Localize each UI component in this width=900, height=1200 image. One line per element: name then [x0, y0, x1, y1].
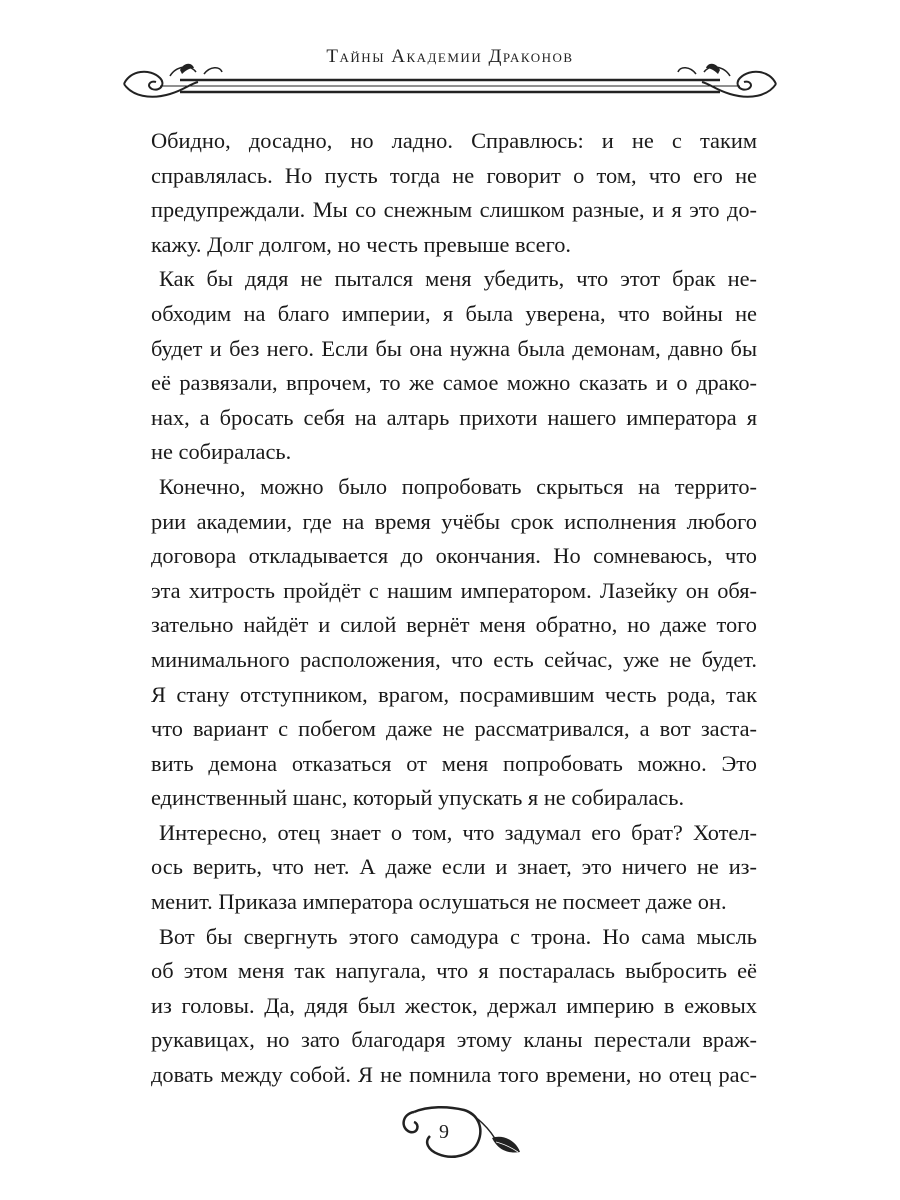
text-line: об этом меня так напугала, что я постаралась выбросить её	[151, 958, 757, 984]
text-line: не собиралась.	[151, 439, 292, 465]
text-line: рии академии, где на время учёбы срок исполнения любого	[151, 508, 757, 534]
text-line: зательно найдёт и силой вернёт меня обратно, но даже того	[151, 612, 757, 638]
text-line: Обидно, досадно, но ладно. Справлюсь: и не с таким	[151, 128, 757, 153]
header-flourish-ornament	[120, 56, 780, 106]
text-line: эта хитрость пройдёт с нашим императором. Лазейку он обя-	[151, 577, 757, 603]
running-title: Тайны Академии Драконов	[326, 46, 574, 67]
text-line: договора откладывается до окончания. Но сомневаюсь, что	[151, 543, 757, 569]
text-line: довать между собой. Я не помнила того времени, но отец рас-	[151, 1062, 757, 1088]
text-line: Вот бы свергнуть этого самодура с трона. Но сама мысль	[159, 923, 757, 949]
text-line: будет и без него. Если бы она нужна была демонам, давно бы	[151, 335, 757, 361]
body-text	[151, 124, 757, 1093]
text-line: её развязали, впрочем, то же самое можно сказать и о драко-	[151, 370, 757, 396]
text-line: справлялась. Но пусть тогда не говорит о том, что его не	[151, 162, 757, 188]
text-line: Конечно, можно было попробовать скрыться на террито-	[159, 473, 757, 499]
text-line: из головы. Да, дядя был жесток, держал империю в ежовых	[151, 992, 757, 1018]
text-line: единственный шанс, который упускать я не собиралась.	[151, 785, 685, 811]
text-line: предупреждали. Мы со снежным слишком разные, и я это до-	[151, 197, 757, 223]
text-line: кажу. Долг долгом, но честь превыше всего.	[151, 231, 572, 257]
page-number: 9	[439, 1121, 449, 1143]
text-line: Я стану отступником, врагом, посрамившим честь рода, так	[151, 681, 757, 707]
text-line: Интересно, отец знает о том, что задумал его брат? Хотел-	[159, 819, 757, 845]
text-line: Как бы дядя не пытался меня убедить, что этот брак не-	[159, 266, 757, 292]
text-line: рукавицах, но зато благодаря этому кланы перестали враж-	[151, 1027, 757, 1053]
text-line: вить демона отказаться от меня попробовать можно. Это	[151, 750, 757, 776]
text-line: ось верить, что нет. А даже если и знает, это ничего не из-	[151, 854, 757, 880]
text-line: минимального расположения, что есть сейчас, уже не будет.	[151, 646, 757, 672]
text-line: обходим на благо империи, я была уверена, что войны не	[151, 300, 757, 326]
text-line: нах, а бросать себя на алтарь прихоти нашего императора я	[151, 404, 757, 430]
text-line: что вариант с побегом даже не рассматривался, а вот заста-	[151, 716, 757, 742]
text-line: менит. Приказа императора ослушаться не посмеет даже он.	[151, 889, 727, 915]
